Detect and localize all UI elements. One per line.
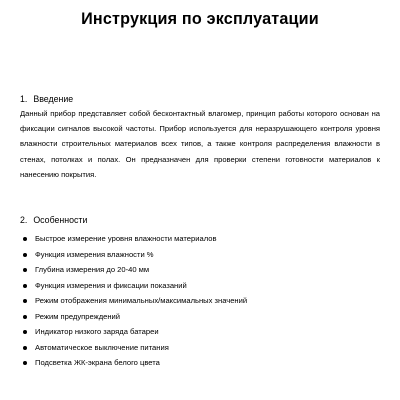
section-number: 1. — [20, 94, 28, 104]
list-item-text: Режим предупреждений — [35, 311, 121, 321]
list-item-text: Индикатор низкого заряда батареи — [35, 327, 159, 336]
bullet-icon — [23, 268, 27, 272]
section-features — [20, 214, 380, 371]
features-list — [20, 231, 380, 371]
list-item-text: Автоматическое выключение питания — [35, 342, 169, 352]
bullet-icon — [23, 299, 27, 303]
list-item — [20, 355, 380, 371]
section-heading — [20, 93, 380, 106]
bullet-icon — [23, 315, 27, 319]
bullet-icon — [23, 253, 27, 257]
section-heading — [20, 214, 380, 227]
list-item — [20, 340, 380, 356]
list-item-text: Функция измерения и фиксации показаний — [35, 280, 187, 290]
list-item-text: Подсветка ЖК-экрана белого цвета — [35, 358, 160, 367]
section-introduction — [20, 93, 380, 182]
bullet-icon — [23, 330, 27, 334]
list-item — [20, 324, 380, 340]
bullet-icon — [23, 361, 27, 365]
section-paragraph: Данный прибор представляет собой бесконтактный влагомер, принцип работы которого основан на фиксации сигналов высокой частоты. Прибор используется для неразрушающего контроля уровня влажности строительных материалов всех типов, а также контроля распределения влажности в стенах, потолках и полах. Он предназначен для проверки степени готовности материалов к нанесению покрытия. — [20, 109, 380, 179]
list-item — [20, 293, 380, 309]
document-title: Инструкция по эксплуатации — [81, 9, 319, 28]
bullet-icon — [23, 284, 27, 288]
bullet-icon — [23, 346, 27, 350]
list-item-text: Функция измерения влажности % — [35, 249, 154, 259]
section-title: Введение — [33, 94, 74, 104]
list-item — [20, 262, 380, 278]
list-item — [20, 231, 380, 247]
section-number: 2. — [20, 215, 28, 225]
section-title: Особенности — [33, 215, 88, 225]
bullet-icon — [23, 237, 27, 241]
list-item — [20, 309, 380, 325]
list-item — [20, 247, 380, 263]
list-item-text: Быстрое измерение уровня влажности материалов — [35, 234, 217, 243]
list-item-text: Глубина измерения до 20-40 мм — [35, 265, 150, 274]
list-item-text: Режим отображения минимальных/максимальных значений — [35, 296, 248, 305]
list-item — [20, 278, 380, 294]
